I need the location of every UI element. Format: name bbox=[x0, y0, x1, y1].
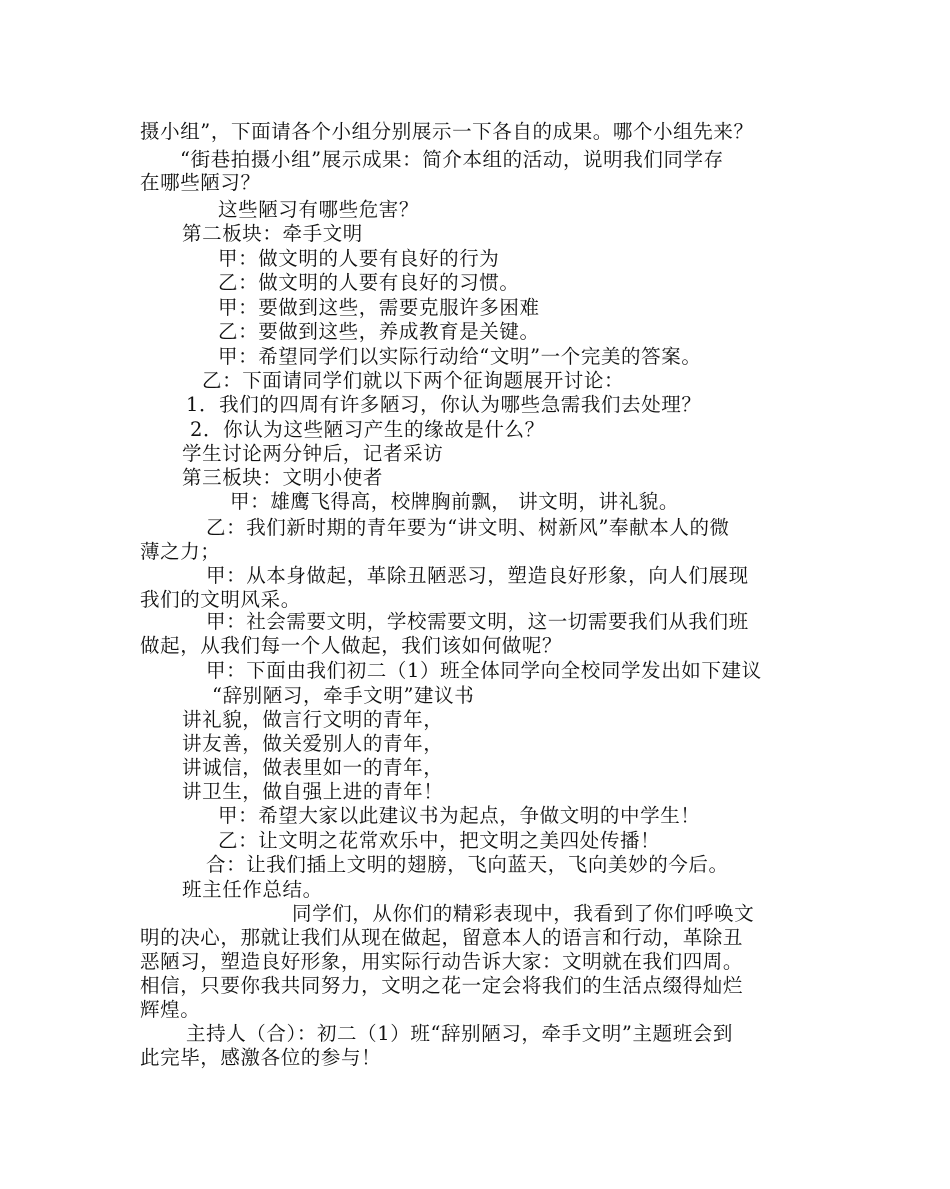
text-line: 甲：下面由我们初二（1）班全体同学向全校同学发出如下建议 bbox=[206, 659, 762, 682]
text-line: 恶陋习，塑造良好形象，用实际行动告诉大家：文明就在我们四周。 bbox=[140, 950, 744, 973]
text-line: 乙：下面请同学们就以下两个征询题展开讨论： bbox=[202, 369, 625, 392]
text-line: 甲：从本身做起，革除丑陋恶习，塑造良好形象，向人们展现 bbox=[206, 564, 749, 587]
section-heading: 第二板块：牵手文明 bbox=[182, 222, 363, 245]
list-item: 讲友善，做关爱别人的青年， bbox=[182, 732, 444, 755]
text-line: 明的决心，那就让我们从现在做起，留意本人的语言和行动，革除丑 bbox=[140, 926, 744, 949]
text-line: 乙：我们新时期的青年要为“讲文明、树新风”奉献本人的微 bbox=[206, 516, 730, 539]
text-line: 此完毕，感激各位的参与！ bbox=[140, 1046, 382, 1069]
text-line: 甲：要做到这些，需要克服许多困难 bbox=[218, 296, 540, 319]
text-line: 学生讨论两分钟后，记者采访 bbox=[182, 442, 444, 465]
text-line: 班主任作总结。 bbox=[182, 878, 323, 901]
text-line: 薄之力； bbox=[140, 540, 221, 563]
text-line: 相信，只要你我共同努力，文明之花一定会将我们的生活点缀得灿烂 bbox=[140, 974, 744, 997]
text-line: 同学们，从你们的精彩表现中，我看到了你们呼唤文 bbox=[292, 902, 755, 925]
list-item: 讲卫生，做自强上进的青年！ bbox=[182, 780, 444, 803]
text-line: 主持人（合）：初二（1）班“辞别陋习，牵手文明”主题班会到 bbox=[186, 1022, 733, 1045]
text-line: 甲：雄鹰飞得高，校牌胸前飘， 讲文明，讲礼貌。 bbox=[230, 490, 679, 513]
numbered-question: 2．你认为这些陋习产生的缘故是什么？ bbox=[190, 418, 545, 441]
list-item: 讲礼貌，做言行文明的青年， bbox=[182, 708, 444, 731]
text-line: 甲：希望大家以此建议书为起点，争做文明的中学生！ bbox=[218, 804, 701, 827]
text-line: 在哪些陋习？ bbox=[140, 171, 261, 194]
text-line: 甲：希望同学们以实际行动给“文明”一个完美的答案。 bbox=[218, 345, 702, 368]
text-line: 甲：做文明的人要有良好的行为 bbox=[218, 247, 500, 270]
list-item: 讲诚信，做表里如一的青年， bbox=[182, 756, 444, 779]
text-line: 合：让我们插上文明的翅膀，飞向蓝天，飞向美妙的今后。 bbox=[206, 853, 729, 876]
text-line: 我们的文明风采。 bbox=[140, 588, 301, 611]
text-line: 乙：让文明之花常欢乐中，把文明之美四处传播！ bbox=[218, 829, 661, 852]
text-line: 乙：做文明的人要有良好的习惯。 bbox=[218, 271, 520, 294]
text-line: 乙：要做到这些，养成教育是关键。 bbox=[218, 320, 540, 343]
section-heading: 第三板块：文明小使者 bbox=[182, 466, 384, 489]
numbered-question: 1．我们的四周有许多陋习，你认为哪些急需我们去处理？ bbox=[186, 393, 702, 416]
text-line: 摄小组”，下面请各个小组分别展示一下各自的成果。哪个小组先来？ bbox=[140, 120, 754, 143]
text-line: 做起，从我们每一个人做起，我们该如何做呢？ bbox=[140, 634, 563, 657]
text-line: 甲：社会需要文明，学校需要文明，这一切需要我们从我们班 bbox=[206, 610, 749, 633]
text-line: “街巷拍摄小组”展示成果：简介本组的活动，说明我们同学存 bbox=[180, 148, 724, 171]
text-line: 这些陋习有哪些危害？ bbox=[218, 198, 420, 221]
text-line: 辉煌。 bbox=[140, 998, 201, 1021]
proposal-title: “辞别陋习，牵手文明”建议书 bbox=[212, 684, 475, 707]
